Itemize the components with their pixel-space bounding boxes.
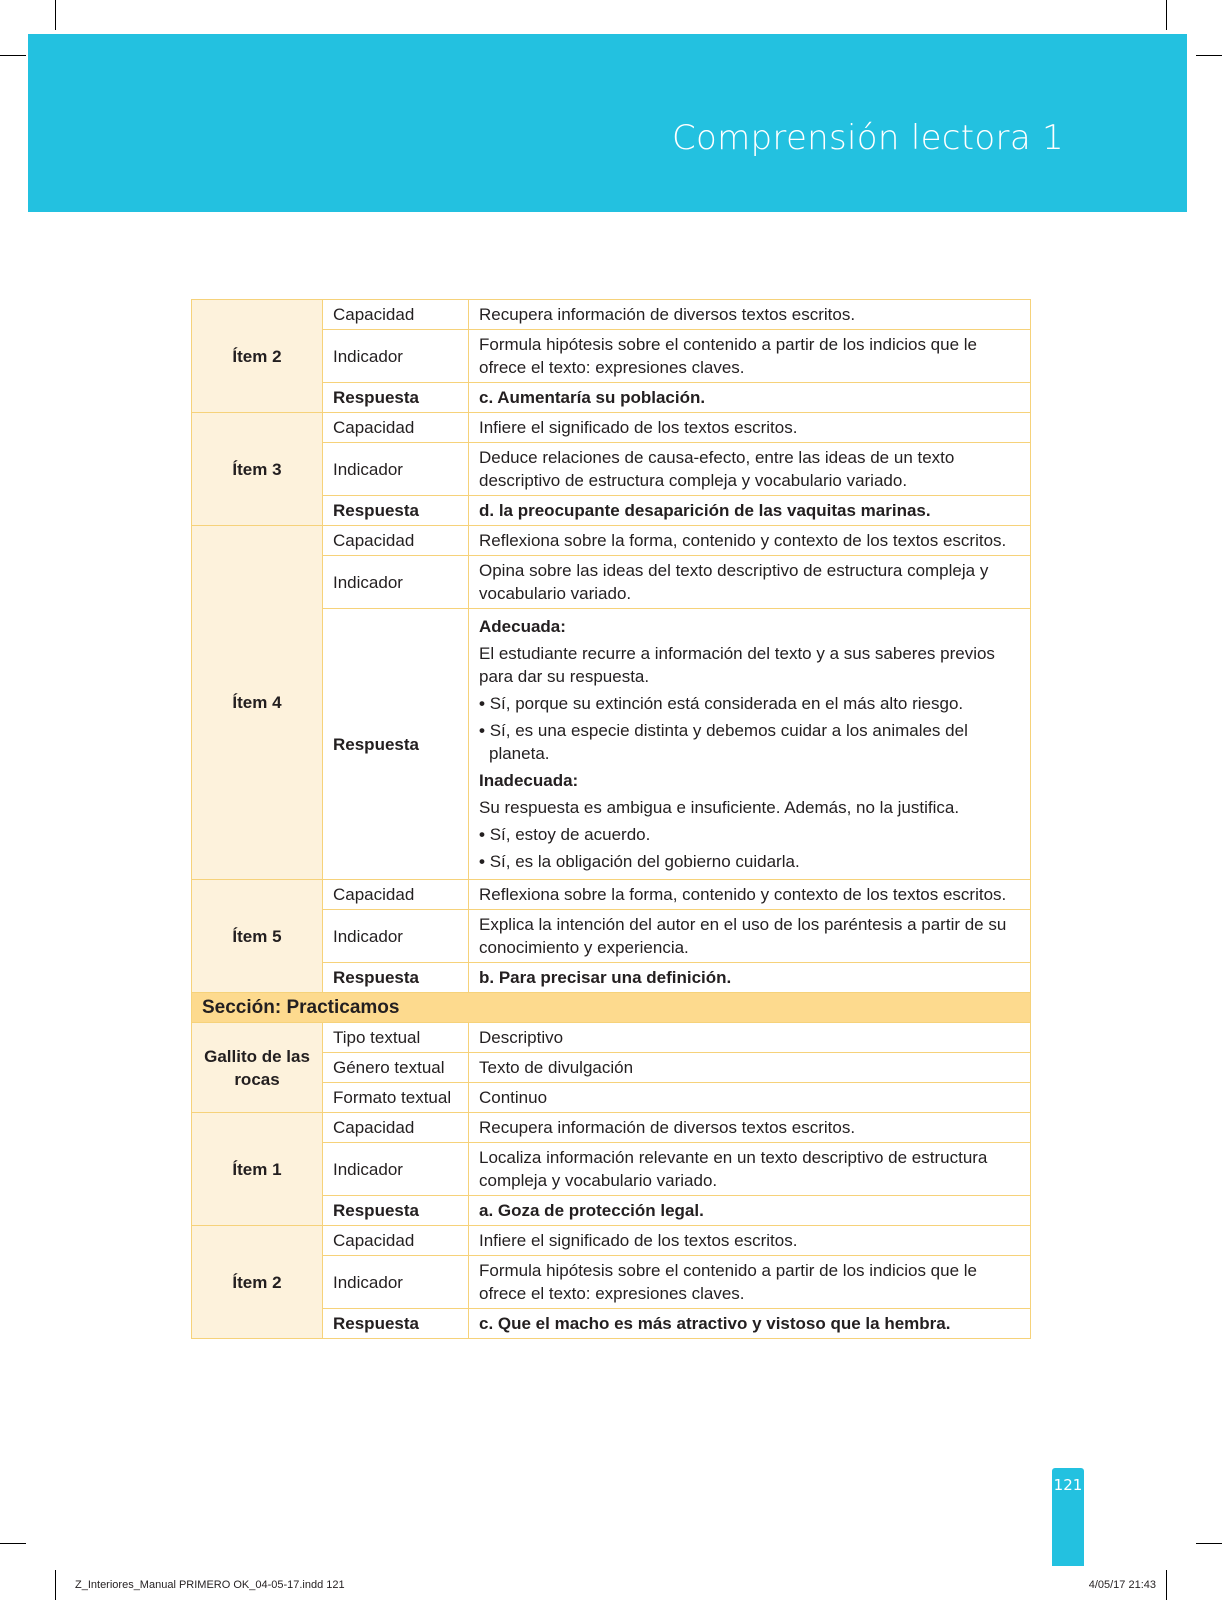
- text-title: Gallito de las rocas: [192, 1023, 323, 1113]
- row-label: Capacidad: [323, 1113, 469, 1143]
- timestamp: 4/05/17 21:43: [1088, 1579, 1156, 1591]
- row-value: Texto de divulgación: [469, 1053, 1031, 1083]
- row-label: Indicador: [323, 443, 469, 496]
- row-value: Opina sobre las ideas del texto descriptivo de estructura compleja y vocabulario variado.: [469, 556, 1031, 609]
- table-row: [192, 1226, 1031, 1256]
- row-label: Respuesta: [323, 496, 469, 526]
- row-label: Capacidad: [323, 526, 469, 556]
- file-slug: Z_Interiores_Manual PRIMERO OK_04-05-17.indd 121: [75, 1579, 345, 1591]
- row-label: Indicador: [323, 910, 469, 963]
- adequate-text: El estudiante recurre a información del texto y a sus saberes previos para dar su respuesta.: [479, 644, 995, 686]
- row-value: Localiza información relevante en un texto descriptivo de estructura compleja y vocabulario variado.: [469, 1143, 1031, 1196]
- crop-mark: [1196, 1543, 1222, 1544]
- inadequate-text: Su respuesta es ambigua e insuficiente. Además, no la justifica.: [479, 798, 960, 817]
- row-value: Explica la intención del autor en el uso de los paréntesis a partir de su conocimiento y experiencia.: [469, 910, 1031, 963]
- crop-mark: [1196, 55, 1222, 56]
- section-title: Sección: Practicamos: [192, 993, 1031, 1023]
- row-label: Indicador: [323, 1256, 469, 1309]
- row-value: Reflexiona sobre la forma, contenido y contexto de los textos escritos.: [469, 526, 1031, 556]
- answer-value: a. Goza de protección legal.: [469, 1196, 1031, 1226]
- item-label: Ítem 2: [192, 1226, 323, 1339]
- row-label: Capacidad: [323, 1226, 469, 1256]
- row-label: Capacidad: [323, 880, 469, 910]
- list-item: • Sí, estoy de acuerdo.: [479, 823, 1020, 846]
- row-label: Tipo textual: [323, 1023, 469, 1053]
- crop-mark: [1166, 0, 1167, 30]
- row-label: Capacidad: [323, 413, 469, 443]
- table-row: [192, 526, 1031, 556]
- table-row: [192, 1113, 1031, 1143]
- page-title: Comprensión lectora 1: [671, 118, 1064, 158]
- row-label: Respuesta: [323, 609, 469, 880]
- row-label: Respuesta: [323, 1309, 469, 1339]
- item-label: Ítem 2: [192, 300, 323, 413]
- list-item: • Sí, es la obligación del gobierno cuidarla.: [479, 850, 1020, 873]
- table-row: [192, 413, 1031, 443]
- item-label: Ítem 4: [192, 526, 323, 880]
- adequate-list: [479, 692, 1020, 765]
- row-value: Formula hipótesis sobre el contenido a partir de los indicios que le ofrece el texto: expresiones claves.: [469, 330, 1031, 383]
- table-row: [192, 1023, 1031, 1053]
- row-value: Descriptivo: [469, 1023, 1031, 1053]
- row-value: Deduce relaciones de causa-efecto, entre las ideas de un texto descriptivo de estructura compleja y vocabulario variado.: [469, 443, 1031, 496]
- row-label: Indicador: [323, 330, 469, 383]
- answer-value: c. Aumentaría su población.: [469, 383, 1031, 413]
- list-item: • Sí, es una especie distinta y debemos cuidar a los animales del planeta.: [479, 719, 1020, 765]
- answer-table: [191, 299, 1031, 1339]
- row-label: Género textual: [323, 1053, 469, 1083]
- inadequate-heading: Inadecuada:: [479, 771, 579, 790]
- answer-value: d. la preocupante desaparición de las vaquitas marinas.: [469, 496, 1031, 526]
- page-number: 121: [1053, 1476, 1083, 1494]
- crop-mark: [0, 1543, 26, 1544]
- section-row: [192, 993, 1031, 1023]
- row-value: Recupera información de diversos textos escritos.: [469, 1113, 1031, 1143]
- row-value: Infiere el significado de los textos escritos.: [469, 413, 1031, 443]
- row-value: Reflexiona sobre la forma, contenido y contexto de los textos escritos.: [469, 880, 1031, 910]
- row-label: Capacidad: [323, 300, 469, 330]
- row-label: Formato textual: [323, 1083, 469, 1113]
- adequate-heading: Adecuada:: [479, 617, 566, 636]
- row-value: Recupera información de diversos textos escritos.: [469, 300, 1031, 330]
- answer-block: [469, 609, 1031, 880]
- row-label: Respuesta: [323, 1196, 469, 1226]
- row-value: Continuo: [469, 1083, 1031, 1113]
- answer-value: c. Que el macho es más atractivo y vistoso que la hembra.: [469, 1309, 1031, 1339]
- crop-mark: [55, 0, 56, 30]
- item-label: Ítem 1: [192, 1113, 323, 1226]
- crop-mark: [0, 55, 26, 56]
- crop-mark: [1166, 1570, 1167, 1600]
- row-value: Formula hipótesis sobre el contenido a partir de los indicios que le ofrece el texto: expresiones claves.: [469, 1256, 1031, 1309]
- inadequate-list: [479, 823, 1020, 873]
- row-label: Respuesta: [323, 383, 469, 413]
- row-label: Respuesta: [323, 963, 469, 993]
- row-label: Indicador: [323, 1143, 469, 1196]
- crop-mark: [55, 1570, 56, 1600]
- item-label: Ítem 5: [192, 880, 323, 993]
- table-row: [192, 880, 1031, 910]
- item-label: Ítem 3: [192, 413, 323, 526]
- answer-value: b. Para precisar una definición.: [469, 963, 1031, 993]
- row-label: Indicador: [323, 556, 469, 609]
- list-item: • Sí, porque su extinción está considerada en el más alto riesgo.: [479, 692, 1020, 715]
- row-value: Infiere el significado de los textos escritos.: [469, 1226, 1031, 1256]
- table-row: [192, 300, 1031, 330]
